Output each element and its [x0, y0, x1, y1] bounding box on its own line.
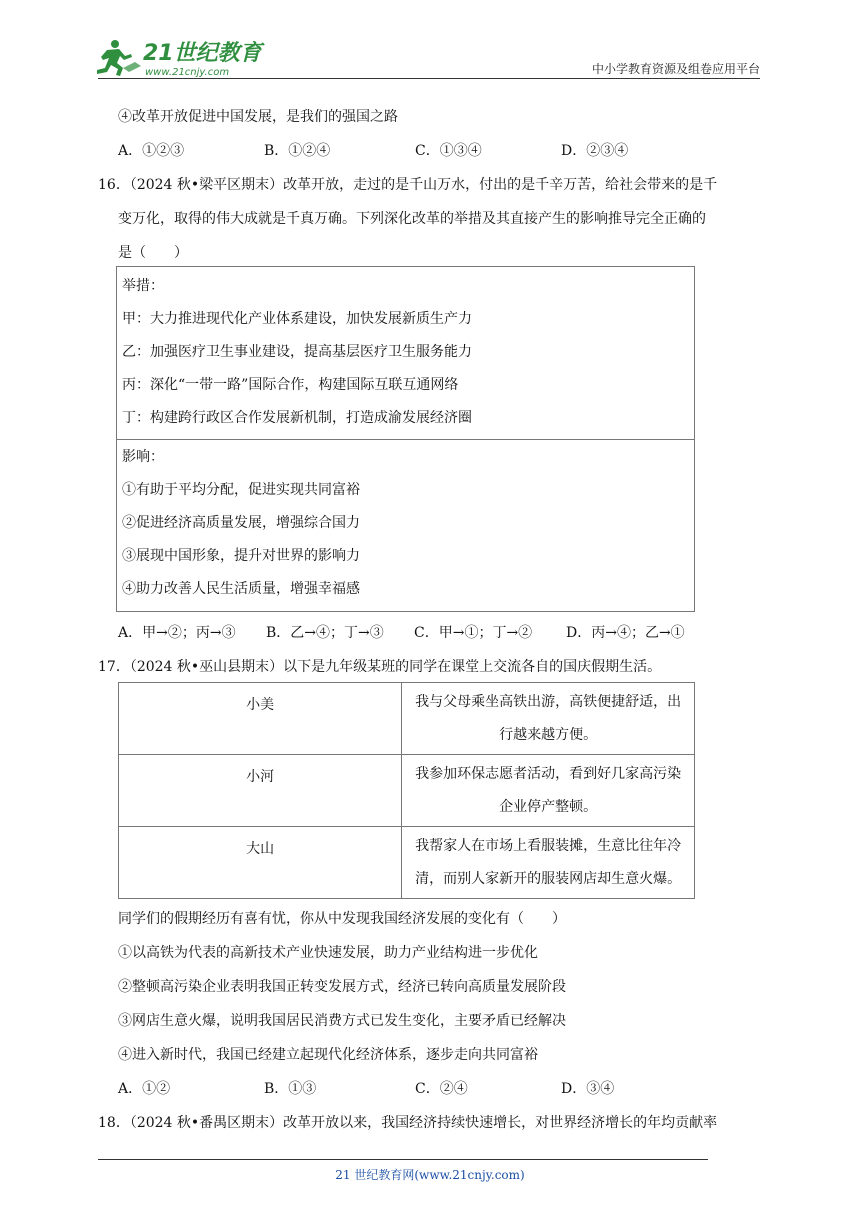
q15-option-d[interactable]: D．②③④ — [561, 143, 629, 159]
q16-measure-bing: 丙：深化“一带一路”国际合作，构建国际互联互通网络 — [122, 377, 459, 393]
q17-holiday-table — [118, 682, 695, 899]
q17-option-d[interactable]: D．③④ — [561, 1081, 615, 1097]
q16-options — [118, 622, 798, 642]
q17-stem: 17．（2024 秋•巫山县期末）以下是九年级某班的同学在课堂上交流各自的国庆假期生活。 — [98, 659, 662, 675]
q16-option-c[interactable]: C．甲→①；丁→② — [414, 625, 533, 641]
q17-name-cell: 小美 — [119, 683, 402, 755]
q16-impacts-cell — [117, 440, 695, 612]
q17-question: 同学们的假期经历有喜有忧，你从中发现我国经济发展的变化有（ ） — [118, 911, 566, 927]
q17-desc-line: 我与父母乘坐高铁出游，高铁便捷舒适，出 — [415, 693, 682, 710]
q17-option-c[interactable]: C．②④ — [415, 1081, 468, 1097]
q16-stem-line-1: 16．（2024 秋•梁平区期末）改革开放，走过的是千山万水，付出的是千辛万苦，给社会带来的是千 — [98, 177, 718, 193]
q17-name-cell: 大山 — [119, 827, 402, 899]
q16-measures-heading: 举措： — [122, 278, 164, 294]
table-row — [119, 755, 695, 827]
logo-21cnjy — [95, 36, 265, 80]
q17-desc-cell — [402, 755, 695, 827]
q17-desc-line: 我帮家人在市场上看服装摊，生意比往年冷 — [415, 837, 682, 854]
q17-desc-line: 我参加环保志愿者活动，看到好几家高污染 — [415, 765, 682, 782]
q17-option-a[interactable]: A．①② — [118, 1081, 171, 1097]
page-header — [95, 36, 760, 80]
table-row — [119, 827, 695, 899]
footer-divider — [98, 1159, 708, 1160]
q16-measures-impacts-table — [116, 266, 695, 612]
q16-impacts-heading: 影响： — [122, 449, 164, 465]
svg-text:21世纪教育: 21世纪教育 — [143, 41, 262, 66]
q17-statement-3: ③网店生意火爆，说明我国居民消费方式已发生变化，主要矛盾已经解决 — [118, 1013, 566, 1029]
q16-measure-ding: 丁：构建跨行政区合作发展新机制，打造成渝发展经济圈 — [122, 410, 472, 426]
q17-options — [118, 1078, 798, 1098]
q17-option-b[interactable]: B．①③ — [264, 1081, 317, 1097]
page-footer[interactable]: 21 世纪教育网(www.21cnjy.com) — [335, 1168, 525, 1182]
q16-impact-2: ②促进经济高质量发展，增强综合国力 — [122, 515, 360, 531]
q17-statement-4: ④进入新时代，我国已经建立起现代化经济体系，逐步走向共同富裕 — [118, 1047, 538, 1063]
q17-desc-cell — [402, 683, 695, 755]
q16-option-d[interactable]: D．丙→④；乙→① — [566, 625, 685, 641]
q17-desc-line: 清，而别人家新开的服装网店却生意火爆。 — [415, 870, 682, 887]
q16-impact-1: ①有助于平均分配，促进实现共同富裕 — [122, 482, 360, 498]
platform-title: 中小学教育资源及组卷应用平台 — [591, 62, 760, 76]
q16-option-a[interactable]: A．甲→②；丙→③ — [118, 625, 236, 641]
q15-statement-4: ④改革开放促进中国发展，是我们的强国之路 — [118, 109, 398, 125]
q17-statement-1: ①以高铁为代表的高新技术产业快速发展，助力产业结构进一步优化 — [118, 945, 538, 961]
q16-stem-line-3: 是（ ） — [118, 245, 188, 261]
svg-text:www.21cnjy.com: www.21cnjy.com — [145, 67, 230, 78]
q16-stem-line-2: 变万化，取得的伟大成就是千真万确。下列深化改革的举措及其直接产生的影响推导完全正确的 — [118, 211, 706, 227]
header-divider — [98, 78, 760, 79]
q15-option-c[interactable]: C．①③④ — [415, 143, 482, 159]
q17-statement-2: ②整顿高污染企业表明我国正转变发展方式，经济已转向高质量发展阶段 — [118, 979, 566, 995]
q16-measure-yi: 乙：加强医疗卫生事业建设，提高基层医疗卫生服务能力 — [122, 344, 472, 360]
q16-impact-4: ④助力改善人民生活质量，增强幸福感 — [122, 581, 360, 597]
q16-measures-cell — [117, 267, 695, 440]
q15-options — [118, 140, 798, 160]
q16-measure-jia: 甲：大力推进现代化产业体系建设，加快发展新质生产力 — [122, 311, 472, 327]
q15-option-a[interactable]: A．①②③ — [118, 143, 185, 159]
q16-impact-3: ③展现中国形象，提升对世界的影响力 — [122, 548, 360, 564]
q17-desc-cell — [402, 827, 695, 899]
q17-name-cell: 小河 — [119, 755, 402, 827]
table-row — [119, 683, 695, 755]
q16-option-b[interactable]: B．乙→④；丁→③ — [266, 625, 384, 641]
q18-stem-line-1: 18．（2024 秋•番禺区期末）改革开放以来，我国经济持续快速增长，对世界经济增长的年均贡献率 — [98, 1115, 718, 1131]
q15-option-b[interactable]: B．①②④ — [264, 143, 331, 159]
q17-desc-line: 企业停产整顿。 — [499, 798, 598, 815]
q17-desc-line: 行越来越方便。 — [499, 726, 598, 743]
